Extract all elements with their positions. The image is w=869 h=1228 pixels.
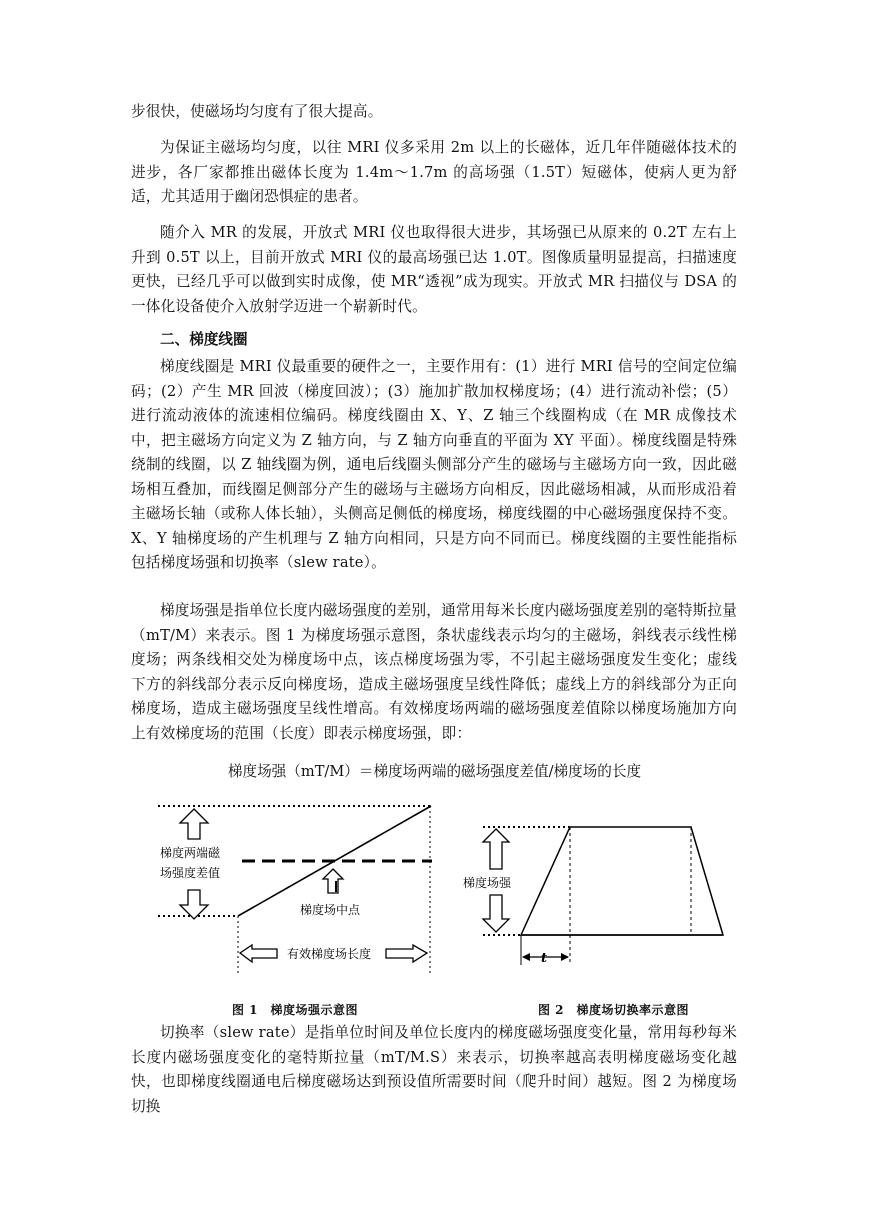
time-arrow-right-icon (561, 953, 569, 961)
label-length: 有效梯度场长度 (287, 947, 372, 961)
paragraph-2: 为保证主磁场均匀度，以往 MRI 仪多采用 2m 以上的长磁体，近几年伴随磁体技术的进步，各厂家都推出磁体长度为 1.4m～1.7m 的高场强（1.5T）短磁体，使病人更为舒适，尤其适用于幽闭恐惧症的患者。 (131, 139, 737, 205)
up-arrow-icon (180, 809, 208, 839)
figure-1-gradient-strength (140, 795, 450, 985)
paragraph-6: 切换率（slew rate）是指单位时间及单位长度内的梯度磁场强度变化量，常用每秒每米长度内磁场强度变化的毫特斯拉量（mT/M.S）来表示，切换率越高表明梯度磁场变化越快，也即梯度线圈通电后梯度磁场达到预设值所需要时间（爬升时间）越短。图 2 为梯度场切换 (131, 1024, 737, 1115)
down-arrow-icon (483, 895, 509, 932)
section-heading: 二、梯度线圈 (160, 331, 248, 348)
time-arrow-left-icon (522, 953, 530, 961)
paragraph-4: 梯度线圈是 MRI 仪最重要的硬件之一，主要作用有：(1）进行 MRI 信号的空间定位编码；(2）产生 MR 回波（梯度回波）；(3）施加扩散加权梯度场；(4）进行流动补偿；(5）进行流动液体的流速相位编码。梯度线圈由 X、Y、Z 轴三个线圈构成（在 MR 成像技术中，把主磁场方向定义为 Z 轴方向，与 Z 轴方向垂直的平面为 XY 平面）。梯度线圈是特殊绕制的线圈，以 Z 轴线圈为例，通电后线圈头侧部分产生的磁场与主磁场方向一致，因此磁场相互叠加，而线圈足侧部分产生的磁场与主磁场方向相反，因此磁场相减，从而形成沿着主磁场长轴（或称人体长轴），头侧高足侧低的梯度场，梯度线圈的中心磁场强度保持不变。X、Y 轴梯度场的产生机理与 Z 轴方向相同，只是方向不同而已。梯度线圈的主要性能指标包括梯度场强和切换率（slew rate）。 (131, 358, 737, 571)
figure-2-caption: 图 2 梯度场切换率示意图 (538, 1003, 690, 1017)
right-arrow-icon (386, 945, 427, 962)
label-diff-line2: 场强度差值 (160, 866, 221, 880)
label-diff-line1: 梯度两端磁 (160, 846, 221, 860)
paragraph-5: 梯度场强是指单位长度内磁场强度的差别，通常用每米长度内磁场强度差别的毫特斯拉量（mT/M）来表示。图 1 为梯度场强示意图，条状虚线表示均匀的主磁场，斜线表示线性梯度场；两条线相交处为梯度场中点，该点梯度场强为零，不引起主磁场强度发生变化；虚线下方的斜线部分表示反向梯度场，造成主磁场强度呈线性降低；虚线上方的斜线部分为正向梯度场，造成主磁场强度呈线性增高。有效梯度场两端的磁场强度差值除以梯度场施加方向上有效梯度场的范围（长度）即表示梯度场强，即： (131, 602, 737, 742)
paragraph-3: 随介入 MR 的发展，开放式 MRI 仪也取得很大进步，其场强已从原来的 0.2T 左右上升到 0.5T 以上，目前开放式 MRI 仪的最高场强已达 1.0T。图像质量明显提高，扫描速度更快，已经几乎可以做到实时成像，使 MR“透视”成为现实。开放式 MR 扫描仪与 DSA 的一体化设备使介入放射学迈进一个崭新时代。 (131, 224, 737, 315)
midpoint-up-arrow-icon (323, 869, 343, 893)
label-t: t (541, 951, 548, 966)
label-strength: 梯度场强 (463, 876, 512, 890)
paragraph-1: 步很快，使磁场均匀度有了很大提高。 (131, 103, 383, 120)
down-arrow-icon (180, 890, 208, 919)
figure-1-caption: 图 1 梯度场强示意图 (232, 1003, 359, 1017)
up-arrow-icon (483, 829, 509, 869)
left-arrow-icon (240, 945, 277, 962)
formula-line: 梯度场强（mT/M）＝梯度场两端的磁场强度差值/梯度场的长度 (227, 763, 642, 780)
label-midpoint: 梯度场中点 (300, 903, 361, 917)
trapezoid-waveform (521, 827, 723, 935)
figure-2-slew-rate (455, 815, 740, 975)
